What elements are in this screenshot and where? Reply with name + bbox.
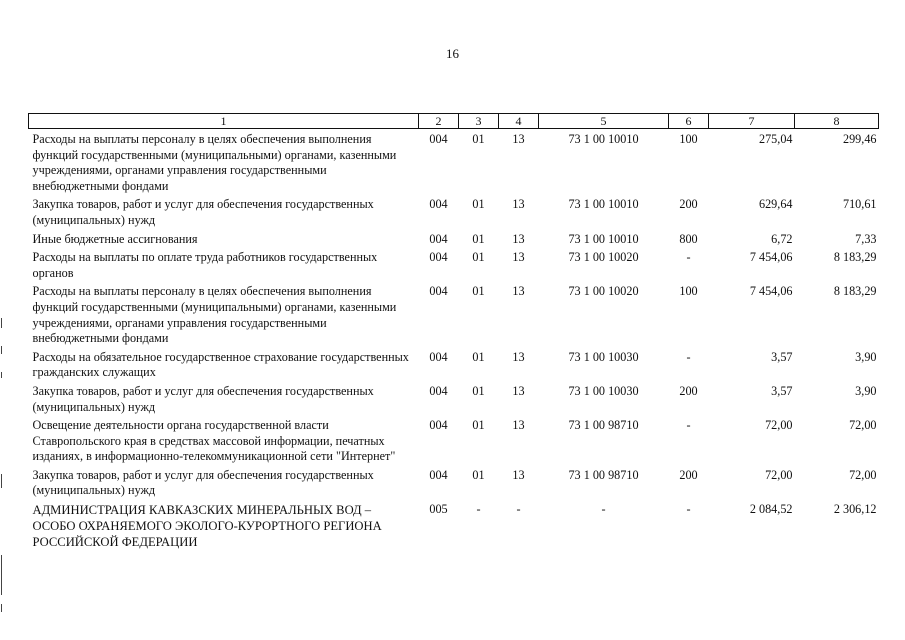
expense-type-code: -	[686, 250, 691, 265]
amount-col-8: 3,90	[855, 349, 877, 364]
table-row	[29, 232, 879, 251]
section-code: 01	[472, 132, 485, 146]
section-code: -	[476, 502, 481, 517]
table-row	[29, 250, 879, 284]
ministry-code: 004	[429, 418, 448, 433]
amount-col-8: 7,33	[855, 231, 877, 246]
amount-col-8: 3,90	[855, 383, 877, 398]
column-header-1: 1	[29, 114, 419, 129]
target-article-code: 73 1 00 98710	[568, 467, 639, 482]
organization-name: АДМИНИСТРАЦИЯ КАВКАЗСКИХ МИНЕРАЛЬНЫХ ВОД – ОСОБО ОХРАНЯЕМОГО ЭКОЛОГО-КУРОРТНОГО РЕГИОНА РОССИЙСКОЙ ФЕДЕРАЦИИ	[32, 503, 382, 550]
scan-artifact-mark	[1, 604, 2, 612]
scan-artifact-mark	[1, 555, 2, 595]
scan-artifact-mark	[1, 318, 2, 328]
expense-type-code: 800	[679, 231, 698, 246]
expense-name: Закупка товаров, работ и услуг для обеспечения государственных (муниципальных) нужд	[32, 467, 374, 498]
scan-artifact-mark	[1, 346, 2, 354]
table-row	[29, 384, 879, 418]
subsection-code: 13	[512, 467, 525, 482]
column-header-6: 6	[669, 114, 709, 129]
expense-type-code: -	[686, 502, 691, 517]
amount-col-8: 72,00	[849, 418, 877, 433]
target-article-code: 73 1 00 10010	[568, 132, 639, 146]
subsection-code: 13	[512, 231, 525, 246]
ministry-code: 004	[429, 197, 448, 212]
subsection-code: 13	[512, 349, 525, 364]
expense-name: Расходы на выплаты персоналу в целях обеспечения выполнения функций государственными (муниципальными) органами, казенными учреждениями, органами управления государственными внебюджетными фондами	[32, 132, 397, 193]
table-row	[29, 502, 879, 553]
expense-name: Закупка товаров, работ и услуг для обеспечения государственных (муниципальных) нужд	[32, 383, 374, 414]
table-row	[29, 468, 879, 502]
table-header-row	[29, 114, 879, 129]
target-article-code: 73 1 00 10030	[568, 349, 639, 364]
expense-name: Расходы на выплаты персоналу в целях обеспечения выполнения функций государственными (муниципальными) органами, казенными учреждениями, органами управления государственными внебюджетными фондами	[32, 284, 397, 346]
scan-artifact-mark	[1, 372, 2, 378]
expense-name: Расходы на выплаты по оплате труда работников государственных органов	[32, 250, 378, 280]
expense-name: Освещение деятельности органа государственной власти Ставропольского края в средствах массовой информации, печатных изданиях, в информационно-телекоммуникационной сети "Интернет"	[32, 418, 396, 464]
table-row	[29, 284, 879, 349]
amount-col-7: 6,72	[771, 231, 793, 246]
page-number: 16	[446, 46, 459, 61]
ministry-code: 004	[429, 250, 448, 265]
section-code: 01	[472, 467, 485, 482]
amount-col-8: 8 183,29	[833, 284, 877, 299]
target-article-code: 73 1 00 10020	[568, 250, 639, 265]
ministry-code: 004	[429, 467, 448, 482]
ministry-code: 004	[429, 132, 448, 146]
target-article-code: 73 1 00 10010	[568, 231, 639, 246]
target-article-code: 73 1 00 10010	[568, 197, 639, 212]
section-code: 01	[472, 231, 485, 246]
column-header-4: 4	[499, 114, 539, 129]
amount-col-8: 299,46	[842, 132, 877, 146]
subsection-code: 13	[512, 284, 525, 299]
subsection-code: 13	[512, 132, 525, 146]
subsection-code: 13	[512, 250, 525, 265]
column-header-5: 5	[539, 114, 669, 129]
column-header-7: 7	[709, 114, 795, 129]
section-code: 01	[472, 250, 485, 265]
amount-col-7: 3,57	[771, 349, 793, 364]
column-header-2: 2	[419, 114, 459, 129]
expense-type-code: 100	[679, 132, 698, 146]
amount-col-8: 710,61	[842, 197, 877, 212]
subsection-code: 13	[512, 418, 525, 433]
amount-col-7: 2 084,52	[749, 502, 793, 517]
amount-col-7: 275,04	[758, 132, 793, 146]
expense-type-code: 100	[679, 284, 698, 299]
table-row	[29, 350, 879, 384]
target-article-code: 73 1 00 10020	[568, 284, 639, 299]
target-article-code: 73 1 00 10030	[568, 383, 639, 398]
expense-type-code: -	[686, 418, 691, 433]
expense-name: Расходы на обязательное государственное страхование государственных гражданских служащих	[32, 349, 409, 380]
column-header-8: 8	[795, 114, 879, 129]
ministry-code: 004	[429, 284, 448, 299]
expense-type-code: 200	[679, 467, 698, 482]
expense-name: Иные бюджетные ассигнования	[32, 231, 198, 246]
amount-col-7: 3,57	[771, 383, 793, 398]
expense-type-code: 200	[679, 383, 698, 398]
ministry-code: 004	[429, 231, 448, 246]
ministry-code: 005	[429, 502, 448, 517]
amount-col-8: 8 183,29	[833, 250, 877, 265]
section-code: 01	[472, 197, 485, 212]
section-code: 01	[472, 418, 485, 433]
scan-artifact-mark	[1, 474, 2, 488]
column-header-3: 3	[459, 114, 499, 129]
section-code: 01	[472, 349, 485, 364]
ministry-code: 004	[429, 349, 448, 364]
amount-col-7: 7 454,06	[749, 250, 793, 265]
section-code: 01	[472, 284, 485, 299]
expense-name: Закупка товаров, работ и услуг для обеспечения государственных (муниципальных) нужд	[32, 197, 374, 227]
subsection-code: 13	[512, 197, 525, 212]
section-code: 01	[472, 383, 485, 398]
table-row	[29, 197, 879, 231]
budget-table	[28, 113, 879, 553]
expense-type-code: -	[686, 349, 691, 364]
subsection-code: -	[516, 502, 521, 517]
table-row	[29, 418, 879, 468]
amount-col-7: 72,00	[765, 467, 793, 482]
table-row	[29, 129, 879, 198]
subsection-code: 13	[512, 383, 525, 398]
target-article-code: -	[601, 502, 606, 517]
amount-col-8: 72,00	[849, 467, 877, 482]
amount-col-8: 2 306,12	[833, 502, 877, 517]
expense-type-code: 200	[679, 197, 698, 212]
ministry-code: 004	[429, 383, 448, 398]
target-article-code: 73 1 00 98710	[568, 418, 639, 433]
amount-col-7: 72,00	[765, 418, 793, 433]
amount-col-7: 629,64	[758, 197, 793, 212]
amount-col-7: 7 454,06	[749, 284, 793, 299]
